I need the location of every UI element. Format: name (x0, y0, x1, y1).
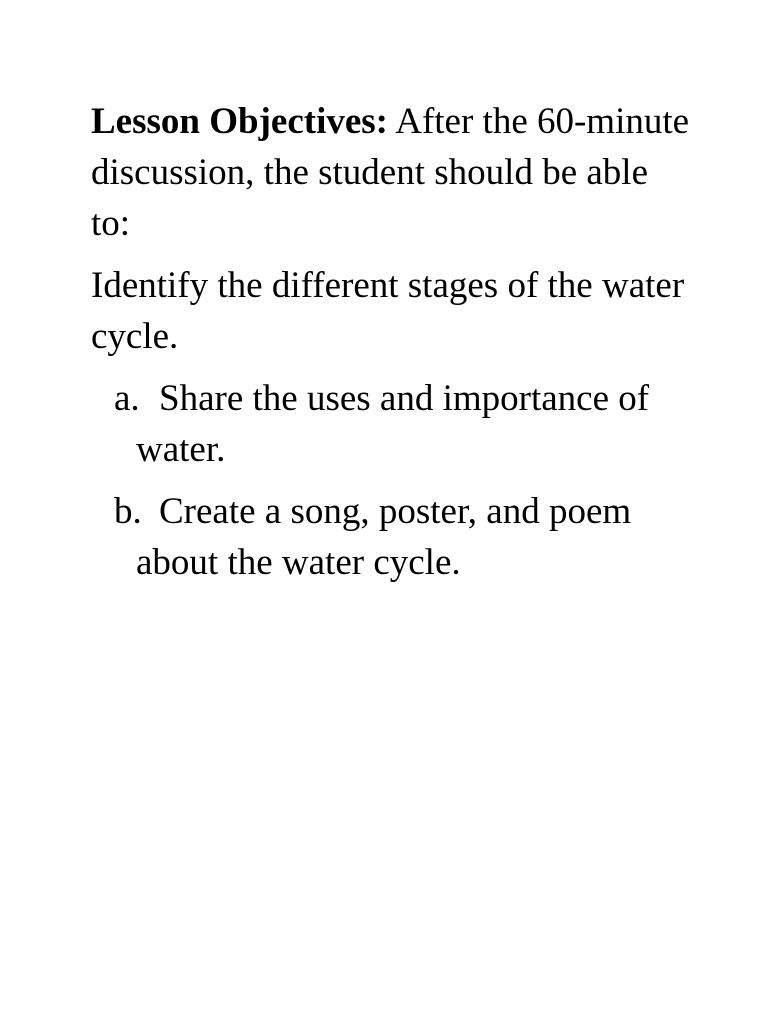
objective-identify-stages: Identify the different stages of the water cycle. (91, 265, 685, 357)
list-marker: b. (114, 491, 142, 532)
document-page (91, 96, 691, 599)
list-marker: a. (114, 378, 140, 419)
list-item-text: Share the uses and importance of water. (136, 378, 650, 470)
list-item (91, 486, 691, 588)
list-item-text: Create a song, poster, and poem about the water cycle. (136, 491, 632, 583)
lesson-objectives-heading: Lesson Objectives: (91, 101, 388, 142)
lesson-objectives-intro (91, 96, 691, 249)
lesson-objectives-text: After the 60-minute discussion, the student should be able to: (91, 101, 690, 244)
sub-objectives-list (91, 373, 691, 588)
list-item (91, 373, 691, 475)
